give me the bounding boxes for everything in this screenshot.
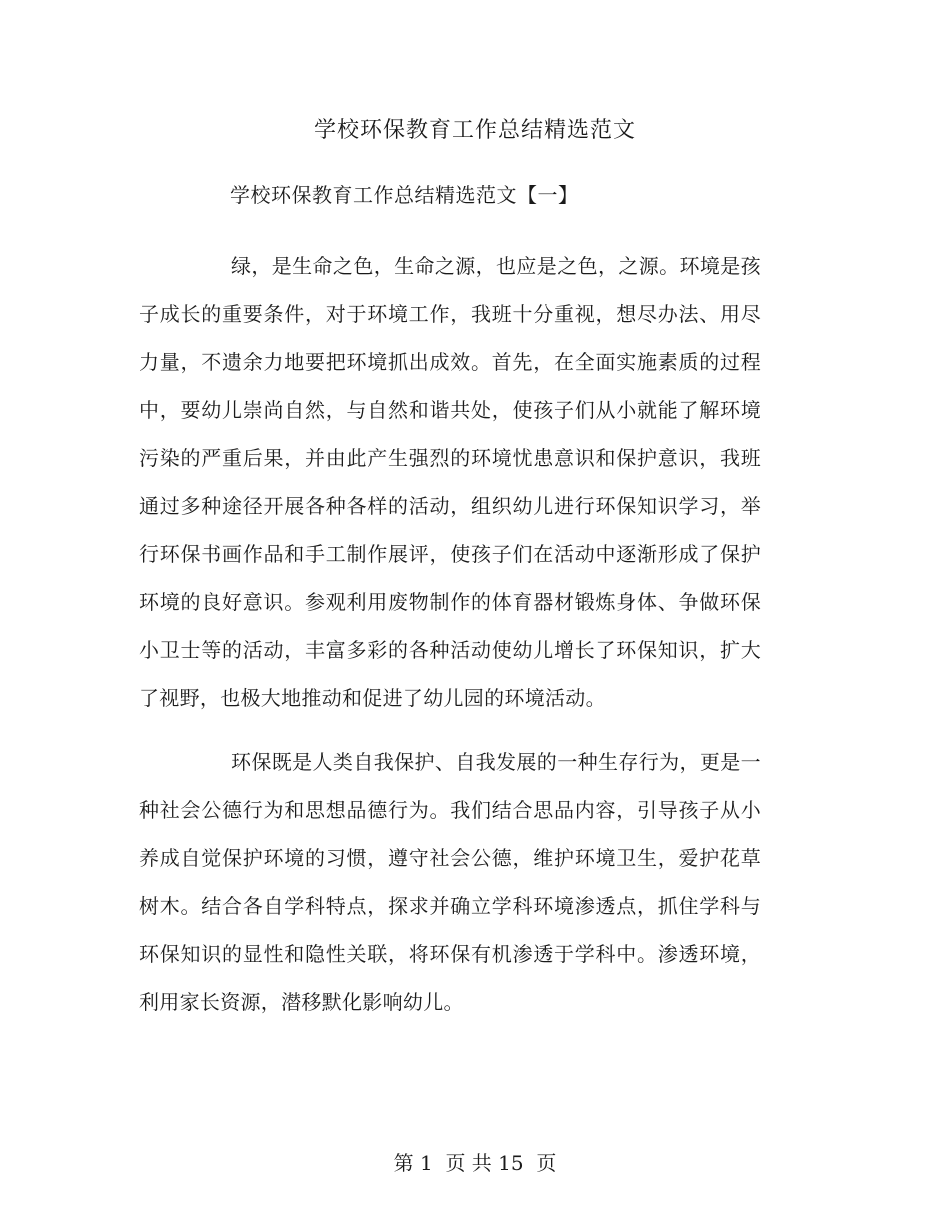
- section-heading: 学校环保教育工作总结精选范文【一】: [230, 183, 579, 207]
- body-paragraph-1: 绿，是生命之色，生命之源，也应是之色，之源。环境是孩子成长的重要条件，对于环境工作，我班十分重视，想尽办法、用尽力量，不遗余力地要把环境抓出成效。首先，在全面实施素质的过程中，要幼儿崇尚自然，与自然和谐共处，使孩子们从小就能了解环境污染的严重后果，并由此产生强烈的环境忧患意识和保护意识，我班通过多种途径开展各种各样的活动，组织幼儿进行环保知识学习，举行环保书画作品和手工制作展评，使孩子们在活动中逐渐形成了保护环境的良好意识。参观利用废物制作的体育器材锻炼身体、争做环保小卫士等的活动，丰富多彩的各种活动使幼儿增长了环保知识，扩大了视野，也极大地推动和促进了幼儿园的环境活动。: [139, 254, 761, 710]
- document-title: 学校环保教育工作总结精选范文: [313, 118, 636, 143]
- body-paragraph-2: 环保既是人类自我保护、自我发展的一种生存行为，更是一种社会公德行为和思想品德行为。我们结合思品内容，引导孩子从小养成自觉保护环境的习惯，遵守社会公德，维护环境卫生，爱护花草树木。结合各自学科特点，探求并确立学科环境渗透点，抓住学科与环保知识的显性和隐性关联，将环保有机渗透于学科中。渗透环境，利用家长资源，潜移默化影响幼儿。: [139, 750, 761, 1014]
- page-footer: 第 1 页 共 15 页: [393, 1151, 557, 1175]
